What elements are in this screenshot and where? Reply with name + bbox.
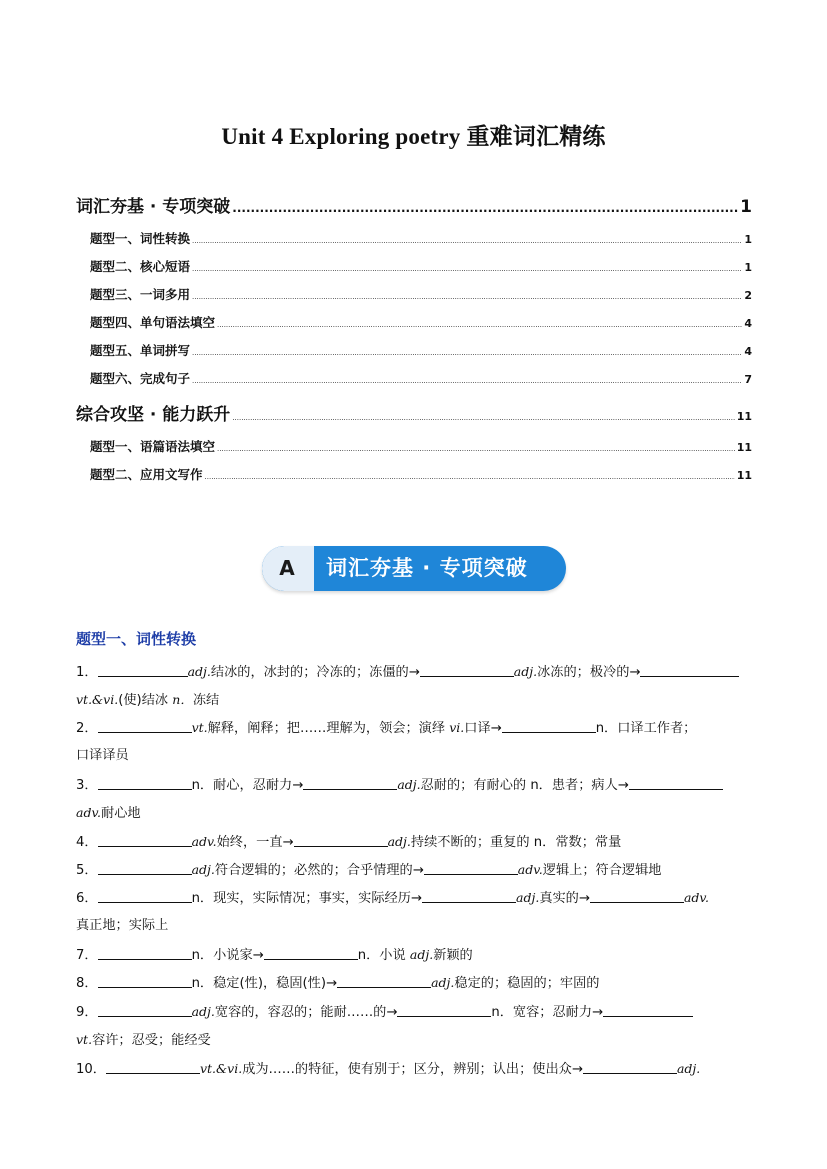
answer-blank[interactable]: [502, 718, 596, 733]
toc-leader-dots: [232, 201, 738, 215]
definition-text: n．小说: [357, 948, 410, 963]
item-number: 5．: [76, 863, 98, 878]
exercise-item: [76, 714, 752, 743]
answer-blank[interactable]: [640, 662, 739, 677]
definition-text: 符合逻辑的；必然的；合乎情理的→: [214, 863, 424, 878]
exercise-item: [76, 998, 752, 1027]
exercise-item: [76, 1055, 752, 1084]
definition-text: 口译→: [464, 721, 502, 736]
section-heading: 题型一、词性转换: [76, 630, 197, 648]
definition-text: 真正地；实际上: [76, 918, 169, 933]
answer-blank[interactable]: [303, 775, 397, 790]
definition-text: 新颖的: [433, 948, 473, 963]
definition-text: 持续不断的；重复的: [410, 835, 534, 850]
answer-blank[interactable]: [98, 775, 192, 790]
definition-text: 逻辑上；符合逻辑地: [542, 863, 662, 878]
answer-blank[interactable]: [420, 662, 514, 677]
toc-leader-dots: [192, 237, 742, 245]
exercise-item: [76, 884, 752, 913]
definition-text: n．宽容；忍耐力→: [491, 1005, 604, 1020]
definition-text: 耐心地: [101, 806, 141, 821]
toc-item[interactable]: [76, 257, 752, 275]
toc-section-label: 词汇夯基 · 专项突破: [76, 197, 231, 217]
pos-label: vt.&vi.: [199, 1061, 243, 1076]
definition-text: n．小说家→: [191, 948, 264, 963]
pos-label: vt.: [76, 1032, 93, 1047]
pos-label: adv.: [517, 862, 543, 877]
definition-text: 冰冻的；极冷的→: [537, 665, 641, 680]
toc-leader-dots: [192, 265, 742, 273]
toc-item-label: 题型二、核心短语: [90, 259, 191, 274]
answer-blank[interactable]: [590, 888, 684, 903]
exercise-item-continued: [76, 799, 752, 828]
pos-label: adj.: [676, 1061, 701, 1076]
toc-page-number: 2: [744, 289, 752, 302]
toc-item[interactable]: [76, 465, 752, 483]
toc-item[interactable]: [76, 229, 752, 247]
pos-label: adj.: [516, 890, 540, 905]
toc-section-1[interactable]: [76, 192, 752, 217]
definition-text: 容许；忍受；能经受: [92, 1033, 211, 1048]
answer-blank[interactable]: [98, 888, 192, 903]
toc-page-number: 11: [736, 469, 752, 482]
answer-blank[interactable]: [106, 1059, 200, 1074]
answer-blank[interactable]: [98, 945, 192, 960]
exercise-item-continued: [76, 912, 752, 940]
pos-label: adj.: [431, 975, 455, 990]
toc-leader-dots: [192, 377, 742, 385]
definition-text: 冻结: [192, 693, 220, 708]
answer-blank[interactable]: [583, 1059, 677, 1074]
definition-text: 成为……的特征，使有别于；区分，辨别；认出；使出众→: [242, 1062, 583, 1077]
answer-blank[interactable]: [98, 832, 192, 847]
exercise-item: [76, 771, 752, 800]
answer-blank[interactable]: [629, 775, 723, 790]
item-number: 2．: [76, 721, 98, 736]
toc-item-label: 题型二、应用文写作: [90, 467, 203, 482]
toc-page-number: 1: [740, 197, 752, 217]
item-number: 3．: [76, 778, 98, 793]
pos-label: vt.&vi.: [76, 692, 119, 707]
banner-title: 词汇夯基 · 专项突破: [326, 556, 528, 580]
toc-section-label: 综合攻坚 · 能力跃升: [76, 405, 231, 425]
pos-label: adj.: [191, 1004, 215, 1019]
exercise-item-continued: [76, 686, 752, 715]
toc-item-label: 题型一、词性转换: [90, 231, 191, 246]
toc-leader-dots: [217, 321, 742, 329]
answer-blank[interactable]: [98, 860, 192, 875]
definition-text: 解释，阐释；把……理解为，领会；演绎: [207, 721, 450, 736]
toc-section-2[interactable]: [76, 400, 752, 425]
definition-text: 宽容的，容忍的；能耐……的→: [214, 1005, 398, 1020]
item-number: 6．: [76, 891, 98, 906]
toc-item-label: 题型五、单词拼写: [90, 343, 191, 358]
section-banner: [262, 546, 566, 591]
toc-page-number: 7: [744, 373, 752, 386]
toc-item[interactable]: [76, 437, 752, 455]
toc-leader-dots: [217, 445, 735, 453]
toc-page-number: 4: [744, 317, 752, 330]
pos-label: adj.: [409, 947, 434, 962]
pos-label: adj.: [387, 834, 411, 849]
pos-label: adj.: [187, 664, 211, 679]
definition-text: n．患者；病人→: [530, 778, 629, 793]
pos-label: adv.: [683, 890, 709, 905]
definition-text: 稳定的；稳固的；牢固的: [454, 976, 600, 991]
toc-item[interactable]: [76, 285, 752, 303]
toc-page-number: 11: [736, 410, 752, 423]
toc-page-number: 1: [744, 261, 752, 274]
answer-blank[interactable]: [397, 1002, 491, 1017]
answer-blank[interactable]: [422, 888, 516, 903]
exercise-item: [76, 856, 752, 885]
document-title: Unit 4 Exploring poetry 重难词汇精练: [221, 124, 606, 149]
pos-label: n．: [172, 692, 193, 707]
toc-leader-dots: [205, 473, 735, 481]
definition-text: n．现实，实际情况；事实，实际经历→: [191, 891, 422, 906]
definition-text: (使)结冰: [118, 693, 173, 708]
toc-item[interactable]: [76, 369, 752, 387]
exercise-item-continued: [76, 1026, 752, 1055]
item-number: 9．: [76, 1005, 98, 1020]
item-number: 4．: [76, 835, 98, 850]
item-number: 7．: [76, 948, 98, 963]
toc-item-label: 题型一、语篇语法填空: [90, 439, 216, 454]
item-number: 8．: [76, 976, 98, 991]
answer-blank[interactable]: [424, 860, 518, 875]
answer-blank[interactable]: [294, 832, 388, 847]
definition-text: 结冰的，冰封的；冷冻的；冻僵的→: [210, 665, 420, 680]
answer-blank[interactable]: [264, 945, 358, 960]
item-number: 10．: [76, 1062, 106, 1077]
toc-item-label: 题型四、单句语法填空: [90, 315, 216, 330]
definition-text: 忍耐的；有耐心的: [420, 778, 531, 793]
answer-blank[interactable]: [98, 718, 192, 733]
answer-blank[interactable]: [98, 662, 188, 677]
pos-label: vt.: [191, 720, 208, 735]
pos-label: adv.: [76, 805, 102, 820]
toc-item[interactable]: [76, 341, 752, 359]
item-number: 1．: [76, 665, 98, 680]
definition-text: n．口译工作者；: [595, 721, 697, 736]
toc-item-label: 题型三、一词多用: [90, 287, 191, 302]
toc-leader-dots: [192, 293, 742, 301]
pos-label: adv.: [191, 834, 217, 849]
toc-page-number: 1: [744, 233, 752, 246]
pos-label: adj.: [513, 664, 538, 679]
toc-leader-dots: [192, 349, 742, 357]
toc-page-number: 11: [736, 441, 752, 454]
pos-label: adj.: [397, 777, 421, 792]
definition-text: n．常数；常量: [533, 835, 622, 850]
pos-label: vi.: [449, 720, 465, 735]
answer-blank[interactable]: [337, 973, 431, 988]
answer-blank[interactable]: [98, 973, 192, 988]
pos-label: adj.: [191, 862, 215, 877]
toc-item[interactable]: [76, 313, 752, 331]
definition-text: n．耐心，忍耐力→: [191, 778, 304, 793]
exercise-item-continued: [76, 742, 752, 770]
answer-blank[interactable]: [98, 1002, 192, 1017]
definition-text: 真实的→: [539, 891, 590, 906]
exercise-item: [76, 658, 752, 687]
banner-letter: A: [279, 556, 295, 580]
definition-text: n．稳定(性)，稳固(性)→: [191, 976, 338, 991]
definition-text: 始终，一直→: [216, 835, 294, 850]
answer-blank[interactable]: [603, 1002, 693, 1017]
exercise-item: [76, 828, 752, 857]
exercise-item: [76, 969, 752, 998]
definition-text: 口译译员: [76, 748, 129, 763]
exercise-item: [76, 941, 752, 970]
toc-page-number: 4: [744, 345, 752, 358]
toc-item-label: 题型六、完成句子: [90, 371, 191, 386]
toc-leader-dots: [232, 414, 734, 422]
